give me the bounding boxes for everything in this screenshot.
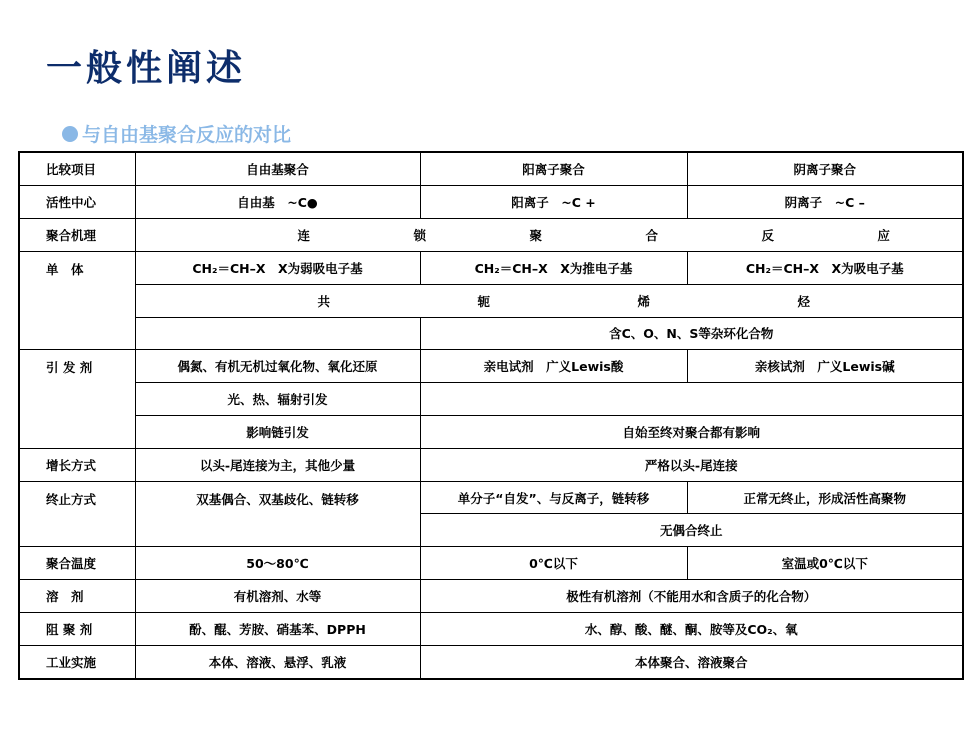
table-row (19, 415, 963, 448)
page-title: 一般性阐述 (46, 47, 247, 89)
table-cell: 自始至终对聚合都有影响 (420, 415, 963, 448)
table-row (19, 645, 963, 679)
table-row (19, 580, 963, 613)
row-label: 终止方式 (19, 481, 135, 547)
header-cell: 自由基聚合 (135, 152, 420, 186)
table-cell: 本体聚合、溶液聚合 (420, 645, 963, 679)
row-label: 阻 聚 剂 (19, 612, 135, 645)
table-cell: 以头-尾连接为主，其他少量 (135, 448, 420, 481)
table-cell: 自由基 ~C● (135, 186, 420, 219)
char: 共 (317, 293, 331, 309)
table-row (19, 284, 963, 317)
spread-text (138, 292, 961, 310)
row-label: 引 发 剂 (19, 350, 135, 448)
section-subtitle (62, 120, 291, 147)
table-cell: 阳离子 ~C + (420, 186, 687, 219)
spread-text (138, 226, 961, 244)
table-cell: 严格以头-尾连接 (420, 448, 963, 481)
row-label: 活性中心 (19, 186, 135, 219)
char: 应 (877, 227, 890, 243)
table-cell: 偶氮、有机无机过氧化物、氧化还原 (135, 350, 420, 383)
table-cell: 50～80℃ (135, 547, 420, 580)
table-cell: 阴离子 ~C – (687, 186, 963, 219)
table-cell: 正常无终止，形成活性高聚物 (687, 481, 963, 514)
table-cell (135, 284, 963, 317)
subtitle-text: 与自由基聚合反应的对比 (82, 124, 292, 146)
table-cell: CH₂＝CH–X X为吸电子基 (687, 251, 963, 284)
char: 合 (645, 227, 658, 243)
table-cell: 双基偶合、双基歧化、链转移 (135, 481, 420, 547)
table-row (19, 481, 963, 514)
char: 聚 (529, 227, 542, 243)
table-row (19, 383, 963, 416)
table-cell (420, 383, 963, 416)
header-cell: 阳离子聚合 (420, 152, 687, 186)
table-row (19, 317, 963, 350)
table-cell: 有机溶剂、水等 (135, 580, 420, 613)
table-row (19, 448, 963, 481)
table-cell: 光、热、辐射引发 (135, 383, 420, 416)
char: 烃 (797, 293, 810, 309)
char: 连 (297, 227, 311, 243)
table-header-row (19, 152, 963, 186)
row-label: 聚合温度 (19, 547, 135, 580)
table-cell (135, 219, 963, 252)
header-cell: 比较项目 (19, 152, 135, 186)
table-cell: 本体、溶液、悬浮、乳液 (135, 645, 420, 679)
char: 烯 (637, 293, 650, 309)
row-label: 聚合机理 (19, 219, 135, 252)
row-label: 溶 剂 (19, 580, 135, 613)
table-cell: CH₂＝CH–X X为弱吸电子基 (135, 251, 420, 284)
char: 锁 (413, 227, 426, 243)
table-cell: 影响链引发 (135, 415, 420, 448)
bullet-icon (62, 126, 78, 142)
table-row (19, 350, 963, 383)
table-cell: 无偶合终止 (420, 514, 963, 547)
table-cell (135, 317, 420, 350)
table-cell: 亲电试剂 广义Lewis酸 (420, 350, 687, 383)
table-cell: CH₂＝CH–X X为推电子基 (420, 251, 687, 284)
row-label: 单 体 (19, 251, 135, 349)
table-cell: 含C、O、N、S等杂环化合物 (420, 317, 963, 350)
table-row (19, 219, 963, 252)
table-cell: 酚、醌、芳胺、硝基苯、DPPH (135, 612, 420, 645)
table-cell: 亲核试剂 广义Lewis碱 (687, 350, 963, 383)
table-row (19, 547, 963, 580)
table-row (19, 186, 963, 219)
table-cell: 0℃以下 (420, 547, 687, 580)
row-label: 增长方式 (19, 448, 135, 481)
table-row (19, 612, 963, 645)
char: 轭 (477, 293, 490, 309)
table-cell: 水、醇、酸、醚、酮、胺等及CO₂、氧 (420, 612, 963, 645)
table-row (19, 251, 963, 284)
table-cell: 极性有机溶剂（不能用水和含质子的化合物） (420, 580, 963, 613)
table-cell: 单分子“自发”、与反离子，链转移 (420, 481, 687, 514)
char: 反 (761, 227, 774, 243)
comparison-table (18, 151, 964, 680)
table-cell: 室温或0℃以下 (687, 547, 963, 580)
header-cell: 阴离子聚合 (687, 152, 963, 186)
row-label: 工业实施 (19, 645, 135, 679)
